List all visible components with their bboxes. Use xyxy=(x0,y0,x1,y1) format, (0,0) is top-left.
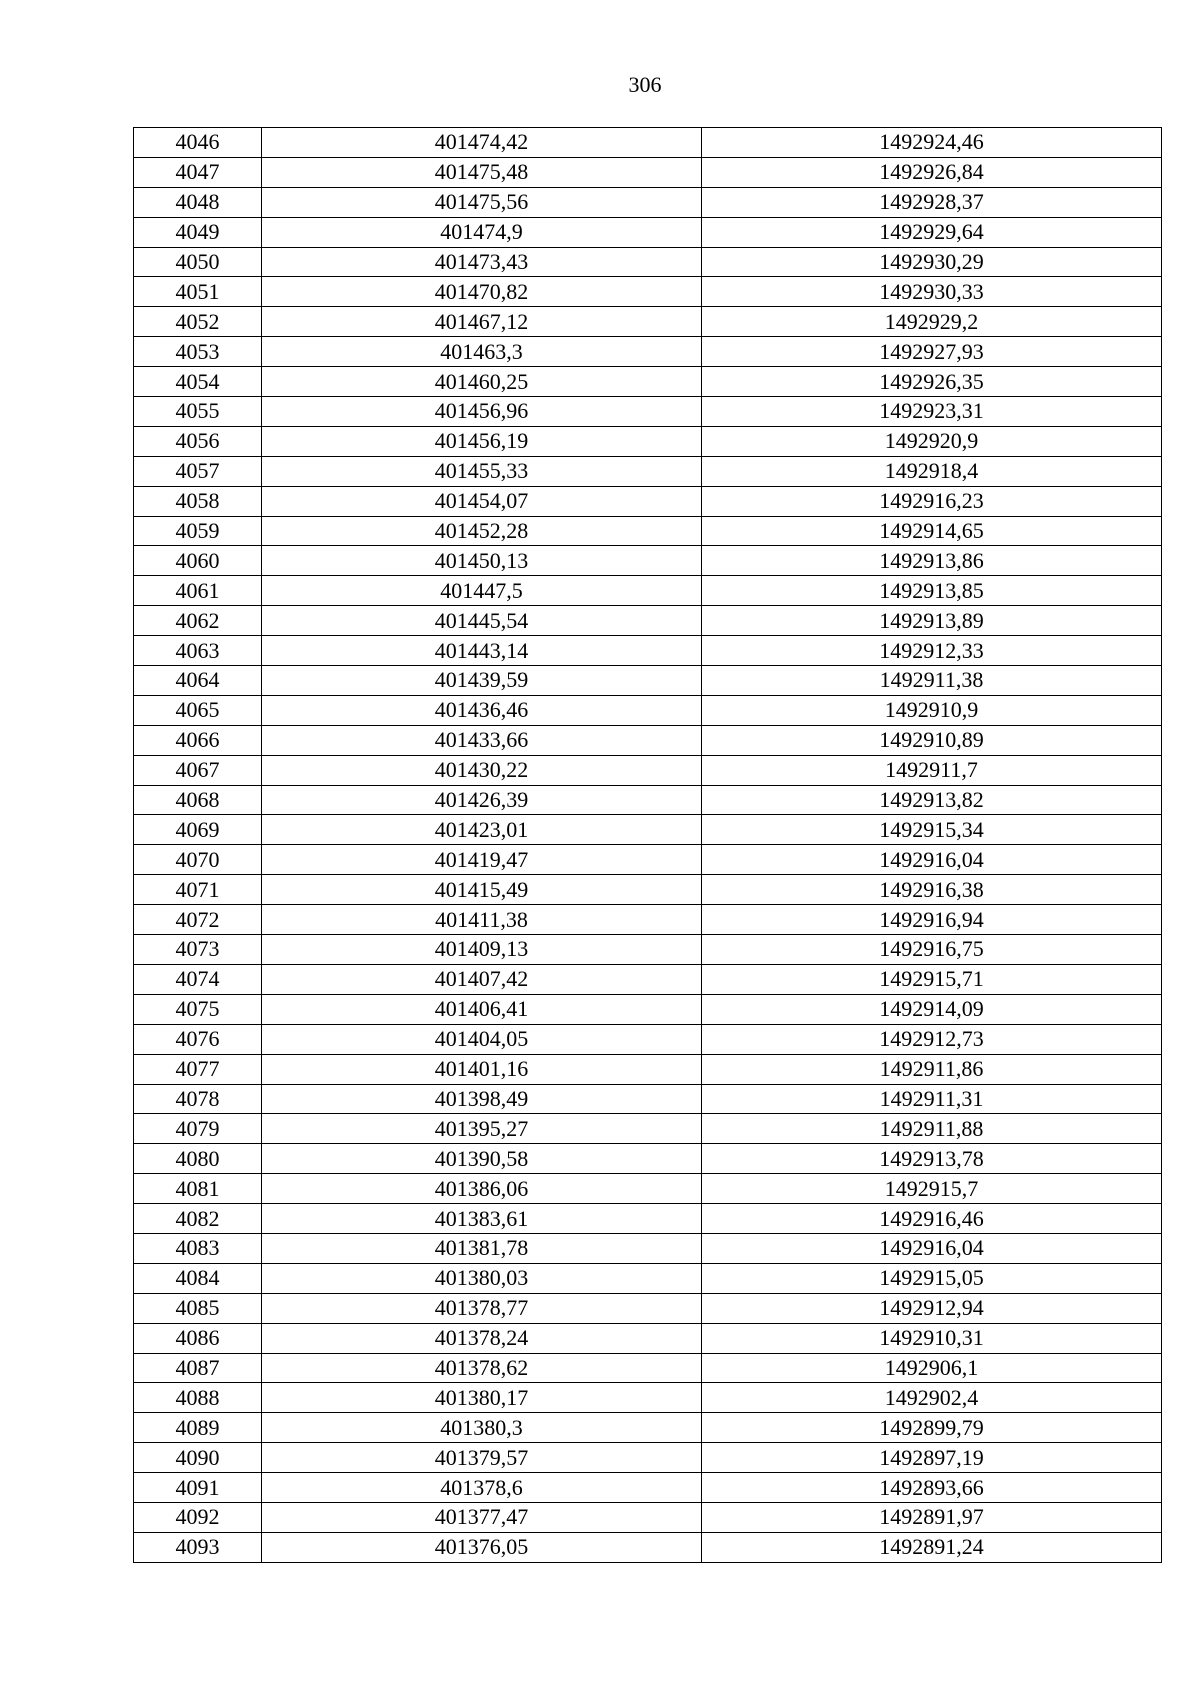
point-number-cell: 4049 xyxy=(134,217,262,247)
x-coordinate-cell: 401411,38 xyxy=(262,905,702,935)
y-coordinate-cell: 1492911,86 xyxy=(702,1054,1162,1084)
y-coordinate-cell: 1492915,7 xyxy=(702,1174,1162,1204)
table-row xyxy=(134,157,1162,187)
point-number-cell: 4066 xyxy=(134,725,262,755)
point-number-cell: 4077 xyxy=(134,1054,262,1084)
point-number-cell: 4062 xyxy=(134,606,262,636)
y-coordinate-cell: 1492910,89 xyxy=(702,725,1162,755)
table-row xyxy=(134,636,1162,666)
x-coordinate-cell: 401445,54 xyxy=(262,606,702,636)
y-coordinate-cell: 1492927,93 xyxy=(702,337,1162,367)
x-coordinate-cell: 401419,47 xyxy=(262,845,702,875)
point-number-cell: 4054 xyxy=(134,367,262,397)
x-coordinate-cell: 401433,66 xyxy=(262,725,702,755)
table-row xyxy=(134,1473,1162,1503)
x-coordinate-cell: 401383,61 xyxy=(262,1204,702,1234)
x-coordinate-cell: 401430,22 xyxy=(262,755,702,785)
table-row xyxy=(134,456,1162,486)
y-coordinate-cell: 1492929,2 xyxy=(702,307,1162,337)
point-number-cell: 4057 xyxy=(134,456,262,486)
x-coordinate-cell: 401452,28 xyxy=(262,516,702,546)
point-number-cell: 4083 xyxy=(134,1233,262,1263)
point-number-cell: 4085 xyxy=(134,1293,262,1323)
y-coordinate-cell: 1492916,94 xyxy=(702,905,1162,935)
table-row xyxy=(134,187,1162,217)
table-row xyxy=(134,1443,1162,1473)
point-number-cell: 4071 xyxy=(134,875,262,905)
table-row xyxy=(134,845,1162,875)
table-row xyxy=(134,935,1162,965)
table-row xyxy=(134,576,1162,606)
x-coordinate-cell: 401456,19 xyxy=(262,426,702,456)
x-coordinate-cell: 401470,82 xyxy=(262,277,702,307)
table-row xyxy=(134,337,1162,367)
point-number-cell: 4078 xyxy=(134,1084,262,1114)
table-row xyxy=(134,217,1162,247)
table-row xyxy=(134,1054,1162,1084)
table-row xyxy=(134,1383,1162,1413)
table-row xyxy=(134,1024,1162,1054)
x-coordinate-cell: 401455,33 xyxy=(262,456,702,486)
x-coordinate-cell: 401377,47 xyxy=(262,1502,702,1532)
x-coordinate-cell: 401426,39 xyxy=(262,785,702,815)
point-number-cell: 4073 xyxy=(134,935,262,965)
y-coordinate-cell: 1492902,4 xyxy=(702,1383,1162,1413)
table-row xyxy=(134,905,1162,935)
y-coordinate-cell: 1492916,23 xyxy=(702,486,1162,516)
table-row xyxy=(134,1413,1162,1443)
table-row xyxy=(134,516,1162,546)
y-coordinate-cell: 1492893,66 xyxy=(702,1473,1162,1503)
y-coordinate-cell: 1492924,46 xyxy=(702,128,1162,158)
table-row xyxy=(134,1263,1162,1293)
x-coordinate-cell: 401456,96 xyxy=(262,397,702,427)
point-number-cell: 4046 xyxy=(134,128,262,158)
x-coordinate-cell: 401447,5 xyxy=(262,576,702,606)
point-number-cell: 4048 xyxy=(134,187,262,217)
x-coordinate-cell: 401401,16 xyxy=(262,1054,702,1084)
table-row xyxy=(134,875,1162,905)
x-coordinate-cell: 401380,17 xyxy=(262,1383,702,1413)
y-coordinate-cell: 1492913,89 xyxy=(702,606,1162,636)
point-number-cell: 4069 xyxy=(134,815,262,845)
point-number-cell: 4047 xyxy=(134,157,262,187)
point-number-cell: 4053 xyxy=(134,337,262,367)
table-row xyxy=(134,1353,1162,1383)
x-coordinate-cell: 401436,46 xyxy=(262,695,702,725)
y-coordinate-cell: 1492920,9 xyxy=(702,426,1162,456)
x-coordinate-cell: 401378,6 xyxy=(262,1473,702,1503)
point-number-cell: 4082 xyxy=(134,1204,262,1234)
x-coordinate-cell: 401474,42 xyxy=(262,128,702,158)
y-coordinate-cell: 1492912,33 xyxy=(702,636,1162,666)
y-coordinate-cell: 1492911,88 xyxy=(702,1114,1162,1144)
y-coordinate-cell: 1492913,78 xyxy=(702,1144,1162,1174)
coordinates-table xyxy=(133,127,1162,1563)
y-coordinate-cell: 1492913,86 xyxy=(702,546,1162,576)
y-coordinate-cell: 1492916,38 xyxy=(702,875,1162,905)
y-coordinate-cell: 1492916,46 xyxy=(702,1204,1162,1234)
y-coordinate-cell: 1492916,75 xyxy=(702,935,1162,965)
table-row xyxy=(134,1532,1162,1562)
x-coordinate-cell: 401380,03 xyxy=(262,1263,702,1293)
y-coordinate-cell: 1492914,09 xyxy=(702,994,1162,1024)
point-number-cell: 4091 xyxy=(134,1473,262,1503)
x-coordinate-cell: 401406,41 xyxy=(262,994,702,1024)
y-coordinate-cell: 1492910,9 xyxy=(702,695,1162,725)
table-row xyxy=(134,397,1162,427)
x-coordinate-cell: 401473,43 xyxy=(262,247,702,277)
point-number-cell: 4052 xyxy=(134,307,262,337)
table-row xyxy=(134,1144,1162,1174)
table-row xyxy=(134,426,1162,456)
page-number: 306 xyxy=(628,72,662,97)
point-number-cell: 4087 xyxy=(134,1353,262,1383)
y-coordinate-cell: 1492912,73 xyxy=(702,1024,1162,1054)
point-number-cell: 4080 xyxy=(134,1144,262,1174)
y-coordinate-cell: 1492930,29 xyxy=(702,247,1162,277)
x-coordinate-cell: 401443,14 xyxy=(262,636,702,666)
point-number-cell: 4064 xyxy=(134,666,262,696)
x-coordinate-cell: 401404,05 xyxy=(262,1024,702,1054)
table-row xyxy=(134,307,1162,337)
x-coordinate-cell: 401386,06 xyxy=(262,1174,702,1204)
y-coordinate-cell: 1492916,04 xyxy=(702,1233,1162,1263)
point-number-cell: 4076 xyxy=(134,1024,262,1054)
table-row xyxy=(134,755,1162,785)
point-number-cell: 4090 xyxy=(134,1443,262,1473)
y-coordinate-cell: 1492923,31 xyxy=(702,397,1162,427)
y-coordinate-cell: 1492928,37 xyxy=(702,187,1162,217)
point-number-cell: 4068 xyxy=(134,785,262,815)
point-number-cell: 4055 xyxy=(134,397,262,427)
table-row xyxy=(134,1174,1162,1204)
table-row xyxy=(134,725,1162,755)
table-row xyxy=(134,1293,1162,1323)
x-coordinate-cell: 401467,12 xyxy=(262,307,702,337)
point-number-cell: 4092 xyxy=(134,1502,262,1532)
point-number-cell: 4081 xyxy=(134,1174,262,1204)
table-row xyxy=(134,994,1162,1024)
point-number-cell: 4059 xyxy=(134,516,262,546)
y-coordinate-cell: 1492929,64 xyxy=(702,217,1162,247)
table-row xyxy=(134,367,1162,397)
table-row xyxy=(134,666,1162,696)
table-row xyxy=(134,546,1162,576)
point-number-cell: 4075 xyxy=(134,994,262,1024)
y-coordinate-cell: 1492913,85 xyxy=(702,576,1162,606)
y-coordinate-cell: 1492915,71 xyxy=(702,964,1162,994)
point-number-cell: 4050 xyxy=(134,247,262,277)
y-coordinate-cell: 1492899,79 xyxy=(702,1413,1162,1443)
table-row xyxy=(134,785,1162,815)
x-coordinate-cell: 401454,07 xyxy=(262,486,702,516)
y-coordinate-cell: 1492930,33 xyxy=(702,277,1162,307)
x-coordinate-cell: 401395,27 xyxy=(262,1114,702,1144)
point-number-cell: 4065 xyxy=(134,695,262,725)
x-coordinate-cell: 401379,57 xyxy=(262,1443,702,1473)
point-number-cell: 4056 xyxy=(134,426,262,456)
point-number-cell: 4061 xyxy=(134,576,262,606)
point-number-cell: 4051 xyxy=(134,277,262,307)
x-coordinate-cell: 401450,13 xyxy=(262,546,702,576)
coordinates-table-body xyxy=(134,128,1162,1563)
table-row xyxy=(134,247,1162,277)
table-row xyxy=(134,695,1162,725)
x-coordinate-cell: 401390,58 xyxy=(262,1144,702,1174)
x-coordinate-cell: 401378,24 xyxy=(262,1323,702,1353)
point-number-cell: 4089 xyxy=(134,1413,262,1443)
y-coordinate-cell: 1492914,65 xyxy=(702,516,1162,546)
x-coordinate-cell: 401409,13 xyxy=(262,935,702,965)
table-row xyxy=(134,1323,1162,1353)
table-row xyxy=(134,1114,1162,1144)
y-coordinate-cell: 1492926,35 xyxy=(702,367,1162,397)
point-number-cell: 4074 xyxy=(134,964,262,994)
x-coordinate-cell: 401415,49 xyxy=(262,875,702,905)
table-row xyxy=(134,606,1162,636)
x-coordinate-cell: 401463,3 xyxy=(262,337,702,367)
point-number-cell: 4084 xyxy=(134,1263,262,1293)
table-row xyxy=(134,964,1162,994)
x-coordinate-cell: 401474,9 xyxy=(262,217,702,247)
y-coordinate-cell: 1492911,31 xyxy=(702,1084,1162,1114)
x-coordinate-cell: 401475,48 xyxy=(262,157,702,187)
x-coordinate-cell: 401439,59 xyxy=(262,666,702,696)
x-coordinate-cell: 401460,25 xyxy=(262,367,702,397)
y-coordinate-cell: 1492918,4 xyxy=(702,456,1162,486)
y-coordinate-cell: 1492915,34 xyxy=(702,815,1162,845)
point-number-cell: 4067 xyxy=(134,755,262,785)
point-number-cell: 4070 xyxy=(134,845,262,875)
x-coordinate-cell: 401475,56 xyxy=(262,187,702,217)
x-coordinate-cell: 401407,42 xyxy=(262,964,702,994)
point-number-cell: 4058 xyxy=(134,486,262,516)
table-row xyxy=(134,128,1162,158)
x-coordinate-cell: 401376,05 xyxy=(262,1532,702,1562)
y-coordinate-cell: 1492911,7 xyxy=(702,755,1162,785)
y-coordinate-cell: 1492891,24 xyxy=(702,1532,1162,1562)
table-row xyxy=(134,1233,1162,1263)
y-coordinate-cell: 1492911,38 xyxy=(702,666,1162,696)
table-row xyxy=(134,1502,1162,1532)
y-coordinate-cell: 1492915,05 xyxy=(702,1263,1162,1293)
table-row xyxy=(134,277,1162,307)
y-coordinate-cell: 1492913,82 xyxy=(702,785,1162,815)
y-coordinate-cell: 1492910,31 xyxy=(702,1323,1162,1353)
point-number-cell: 4088 xyxy=(134,1383,262,1413)
y-coordinate-cell: 1492926,84 xyxy=(702,157,1162,187)
y-coordinate-cell: 1492891,97 xyxy=(702,1502,1162,1532)
table-row xyxy=(134,1204,1162,1234)
point-number-cell: 4093 xyxy=(134,1532,262,1562)
point-number-cell: 4063 xyxy=(134,636,262,666)
table-row xyxy=(134,815,1162,845)
y-coordinate-cell: 1492897,19 xyxy=(702,1443,1162,1473)
x-coordinate-cell: 401378,77 xyxy=(262,1293,702,1323)
point-number-cell: 4072 xyxy=(134,905,262,935)
x-coordinate-cell: 401398,49 xyxy=(262,1084,702,1114)
table-row xyxy=(134,486,1162,516)
x-coordinate-cell: 401378,62 xyxy=(262,1353,702,1383)
point-number-cell: 4060 xyxy=(134,546,262,576)
x-coordinate-cell: 401380,3 xyxy=(262,1413,702,1443)
y-coordinate-cell: 1492916,04 xyxy=(702,845,1162,875)
point-number-cell: 4079 xyxy=(134,1114,262,1144)
y-coordinate-cell: 1492906,1 xyxy=(702,1353,1162,1383)
x-coordinate-cell: 401381,78 xyxy=(262,1233,702,1263)
y-coordinate-cell: 1492912,94 xyxy=(702,1293,1162,1323)
table-row xyxy=(134,1084,1162,1114)
point-number-cell: 4086 xyxy=(134,1323,262,1353)
x-coordinate-cell: 401423,01 xyxy=(262,815,702,845)
